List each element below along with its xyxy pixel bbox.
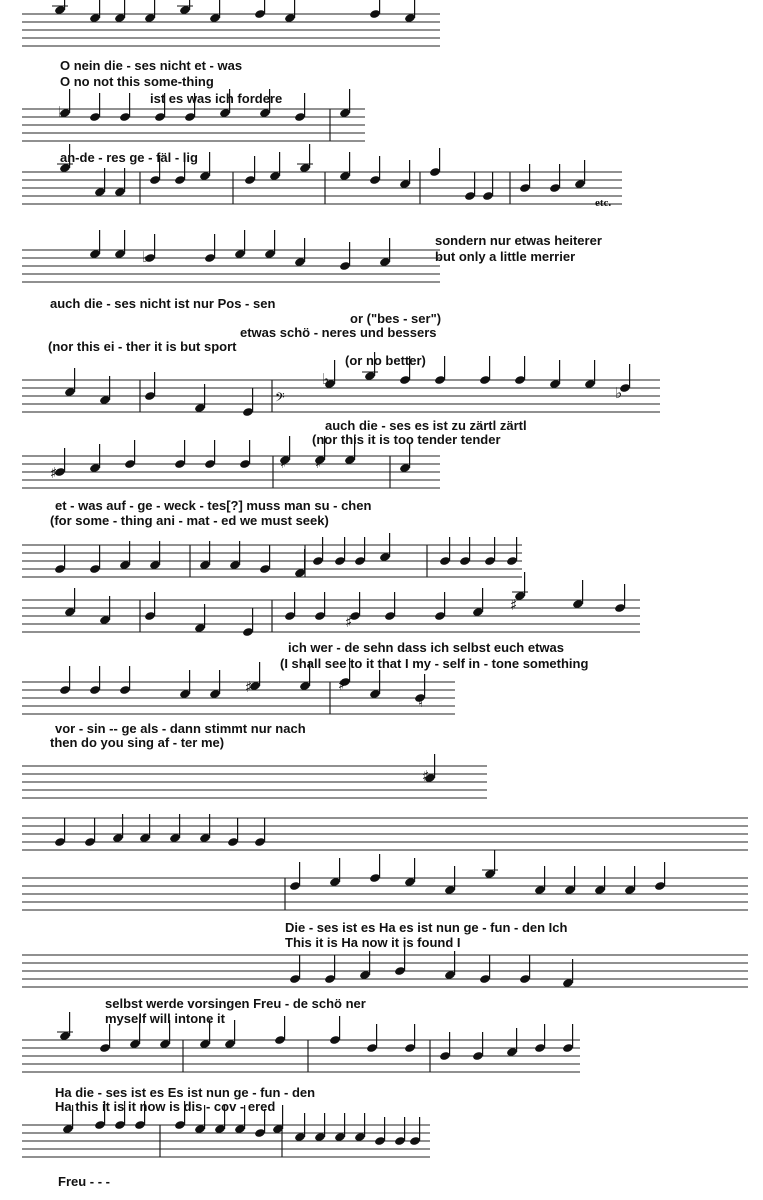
lyric-line: (nor this ei - ther it is but sport	[48, 339, 237, 354]
lyric-line: etwas schö - neres und bessers	[240, 325, 437, 340]
lyric-line: ich wer - de sehn dass ich selbst euch etwas	[288, 640, 564, 655]
accidental: ♮	[418, 693, 424, 711]
accidental: ♯	[280, 454, 288, 472]
lyric-line: auch die - ses nicht ist nur Pos - sen	[50, 296, 276, 311]
lyric-line: Die - ses ist es Ha es ist nun ge - fun - den Ich	[285, 920, 568, 935]
lyric-line: auch die - ses es ist zu zärtl zärtl	[325, 418, 527, 433]
etc-annotation: etc.	[595, 197, 612, 209]
lyric-line: Ha die - ses ist es Es ist nun ge - fun - den	[55, 1085, 316, 1100]
lyric-line: sondern nur etwas heiterer	[435, 233, 602, 248]
lyric-line: Freu - - -	[58, 1174, 110, 1189]
accidental: ♭	[142, 248, 150, 266]
lyric-line: or ("bes - ser")	[350, 311, 442, 326]
accidental: ♯	[50, 464, 58, 482]
lyric-line: O nein die - ses nicht et - was	[60, 58, 243, 73]
accidental: ♯	[315, 454, 323, 472]
lyric-line: (or no better)	[345, 353, 426, 368]
lyric-line: (I shall see to it that I my - self in - tone something	[280, 656, 589, 671]
lyric-line: et - was auf - ge - weck - tes[?] muss man su - chen	[55, 498, 372, 513]
lyric-line: myself will intone it	[105, 1011, 225, 1026]
accidental: ♯	[338, 676, 346, 694]
lyric-line: Ha this it is it now is dis - cov - ered	[55, 1099, 276, 1114]
accidental: ♭	[322, 370, 330, 388]
lyric-line: then do you sing af - ter me)	[50, 735, 225, 750]
lyric-line: O no not this some-thing	[60, 74, 214, 89]
lyric-line: vor - sin -- ge als - dann stimmt nur nach	[55, 721, 306, 736]
accidental: ♯	[345, 613, 353, 631]
staff-lines	[22, 14, 748, 1157]
lyric-line: selbst werde vorsingen Freu - de schö ner	[105, 996, 366, 1011]
lyric-line: This it is Ha now it is found I	[285, 935, 461, 950]
lyric-line: (nor this it is too tender tender	[312, 432, 501, 447]
accidental: ♯	[510, 596, 518, 614]
lyric-line: (for some - thing ani - mat - ed we must seek)	[50, 513, 329, 528]
accidental: ♭	[615, 384, 623, 402]
lyric-line: an-de - res ge - fäl - lig	[60, 150, 198, 165]
accidental: ♯	[245, 678, 253, 696]
accidental: ♯	[422, 767, 430, 785]
bass-clef: 𝄢	[275, 390, 285, 408]
accidental: ♭	[58, 103, 66, 121]
lyric-line: ist es was ich fordere	[150, 91, 283, 106]
lyric-line: but only a little merrier	[435, 249, 576, 264]
